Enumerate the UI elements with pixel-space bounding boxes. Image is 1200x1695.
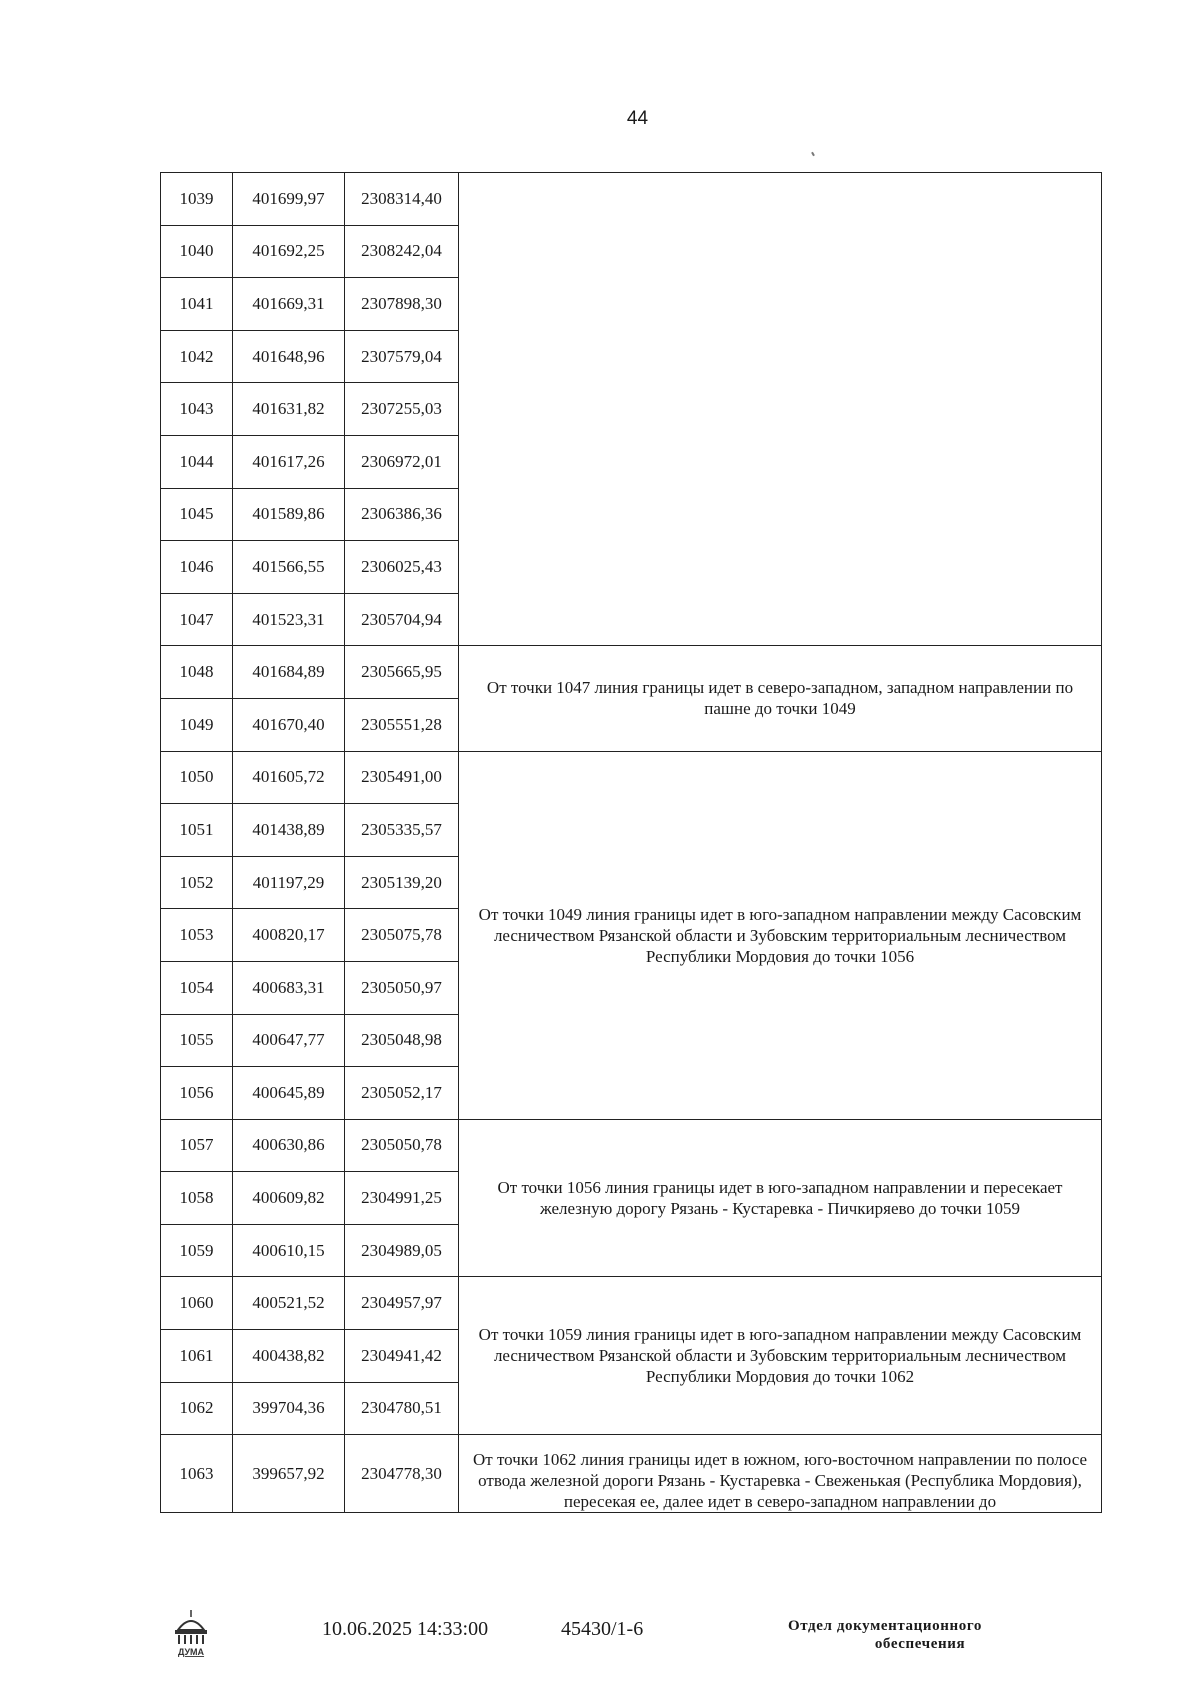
y-coordinate-cell: 2308242,04 bbox=[345, 225, 459, 278]
point-number-cell: 1050 bbox=[161, 751, 233, 804]
y-coordinate-cell: 2305704,94 bbox=[345, 593, 459, 646]
x-coordinate-cell: 400438,82 bbox=[233, 1330, 345, 1383]
x-coordinate-cell: 400521,52 bbox=[233, 1277, 345, 1330]
point-number-cell: 1054 bbox=[161, 961, 233, 1014]
y-coordinate-cell: 2304780,51 bbox=[345, 1382, 459, 1435]
point-number-cell: 1058 bbox=[161, 1172, 233, 1225]
y-coordinate-cell: 2305551,28 bbox=[345, 698, 459, 751]
x-coordinate-cell: 400820,17 bbox=[233, 909, 345, 962]
page-number: 44 bbox=[626, 108, 649, 129]
y-coordinate-cell: 2305665,95 bbox=[345, 646, 459, 699]
x-coordinate-cell: 401589,86 bbox=[233, 488, 345, 541]
point-number-cell: 1048 bbox=[161, 646, 233, 699]
point-number-cell: 1046 bbox=[161, 541, 233, 594]
x-coordinate-cell: 401684,89 bbox=[233, 646, 345, 699]
x-coordinate-cell: 400647,77 bbox=[233, 1014, 345, 1067]
x-coordinate-cell: 401648,96 bbox=[233, 330, 345, 383]
point-number-cell: 1062 bbox=[161, 1382, 233, 1435]
y-coordinate-cell: 2305139,20 bbox=[345, 856, 459, 909]
boundary-description-cell: От точки 1056 линия границы идет в юго-западном направлении и пересекает железную дорогу Рязань - Кустаревка - Пичкиряево до точки 1059 bbox=[459, 1119, 1102, 1277]
x-coordinate-cell: 401692,25 bbox=[233, 225, 345, 278]
x-coordinate-cell: 400610,15 bbox=[233, 1224, 345, 1277]
x-coordinate-cell: 399657,92 bbox=[233, 1435, 345, 1513]
y-coordinate-cell: 2307898,30 bbox=[345, 278, 459, 331]
x-coordinate-cell: 400630,86 bbox=[233, 1119, 345, 1172]
scan-mark bbox=[811, 152, 815, 156]
x-coordinate-cell: 400609,82 bbox=[233, 1172, 345, 1225]
point-number-cell: 1045 bbox=[161, 488, 233, 541]
y-coordinate-cell: 2306025,43 bbox=[345, 541, 459, 594]
footer-doc-number: 45430/1-6 bbox=[561, 1618, 644, 1640]
y-coordinate-cell: 2305048,98 bbox=[345, 1014, 459, 1067]
y-coordinate-cell: 2305335,57 bbox=[345, 804, 459, 857]
coordinates-table bbox=[160, 172, 1102, 1513]
point-number-cell: 1056 bbox=[161, 1067, 233, 1120]
point-number-cell: 1057 bbox=[161, 1119, 233, 1172]
footer-timestamp: 10.06.2025 14:33:00 bbox=[322, 1618, 489, 1640]
y-coordinate-cell: 2304778,30 bbox=[345, 1435, 459, 1513]
stamp-line-2: обеспечения bbox=[874, 1636, 966, 1652]
point-number-cell: 1040 bbox=[161, 225, 233, 278]
y-coordinate-cell: 2304989,05 bbox=[345, 1224, 459, 1277]
boundary-description-cell: От точки 1049 линия границы идет в юго-западном направлении между Сасовским лесничеством Рязанской области и Зубовским территориальным лесничеством Республики Мордовия до точки 1056 bbox=[459, 751, 1102, 1119]
y-coordinate-cell: 2304957,97 bbox=[345, 1277, 459, 1330]
x-coordinate-cell: 401670,40 bbox=[233, 698, 345, 751]
x-coordinate-cell: 401438,89 bbox=[233, 804, 345, 857]
point-number-cell: 1060 bbox=[161, 1277, 233, 1330]
table-row bbox=[161, 646, 1102, 699]
stamp-line-1: Отдел документационного bbox=[788, 1618, 982, 1634]
y-coordinate-cell: 2305491,00 bbox=[345, 751, 459, 804]
point-number-cell: 1052 bbox=[161, 856, 233, 909]
point-number-cell: 1044 bbox=[161, 435, 233, 488]
point-number-cell: 1059 bbox=[161, 1224, 233, 1277]
boundary-description-cell: От точки 1062 линия границы идет в южном, юго-восточном направлении по полосе отвода железной дороги Рязань - Кустаревка - Свеженькая (Республика Мордовия), пересекая ее, далее идет в северо-западном направлении до bbox=[459, 1435, 1102, 1513]
y-coordinate-cell: 2308314,40 bbox=[345, 173, 459, 226]
y-coordinate-cell: 2304941,42 bbox=[345, 1330, 459, 1383]
x-coordinate-cell: 401699,97 bbox=[233, 173, 345, 226]
point-number-cell: 1042 bbox=[161, 330, 233, 383]
boundary-description-cell bbox=[459, 173, 1102, 646]
point-number-cell: 1063 bbox=[161, 1435, 233, 1513]
department-stamp bbox=[740, 1617, 1030, 1653]
x-coordinate-cell: 401631,82 bbox=[233, 383, 345, 436]
y-coordinate-cell: 2305050,97 bbox=[345, 961, 459, 1014]
boundary-description-cell: От точки 1047 линия границы идет в северо-западном, западном направлении по пашне до точки 1049 bbox=[459, 646, 1102, 751]
x-coordinate-cell: 401197,29 bbox=[233, 856, 345, 909]
point-number-cell: 1049 bbox=[161, 698, 233, 751]
x-coordinate-cell: 400683,31 bbox=[233, 961, 345, 1014]
table-row bbox=[161, 173, 1102, 226]
point-number-cell: 1041 bbox=[161, 278, 233, 331]
y-coordinate-cell: 2305052,17 bbox=[345, 1067, 459, 1120]
point-number-cell: 1055 bbox=[161, 1014, 233, 1067]
x-coordinate-cell: 399704,36 bbox=[233, 1382, 345, 1435]
boundary-description-cell: От точки 1059 линия границы идет в юго-западном направлении между Сасовским лесничеством Рязанской области и Зубовским территориальным лесничеством Республики Мордовия до точки 1062 bbox=[459, 1277, 1102, 1435]
y-coordinate-cell: 2307579,04 bbox=[345, 330, 459, 383]
table-row bbox=[161, 751, 1102, 804]
y-coordinate-cell: 2307255,03 bbox=[345, 383, 459, 436]
duma-logo-text: ДУМА bbox=[177, 1647, 205, 1657]
duma-logo-icon bbox=[166, 1608, 216, 1658]
point-number-cell: 1047 bbox=[161, 593, 233, 646]
y-coordinate-cell: 2305075,78 bbox=[345, 909, 459, 962]
point-number-cell: 1053 bbox=[161, 909, 233, 962]
table-row bbox=[161, 1435, 1102, 1513]
x-coordinate-cell: 400645,89 bbox=[233, 1067, 345, 1120]
y-coordinate-cell: 2306972,01 bbox=[345, 435, 459, 488]
x-coordinate-cell: 401566,55 bbox=[233, 541, 345, 594]
point-number-cell: 1043 bbox=[161, 383, 233, 436]
x-coordinate-cell: 401605,72 bbox=[233, 751, 345, 804]
y-coordinate-cell: 2304991,25 bbox=[345, 1172, 459, 1225]
y-coordinate-cell: 2305050,78 bbox=[345, 1119, 459, 1172]
x-coordinate-cell: 401669,31 bbox=[233, 278, 345, 331]
point-number-cell: 1039 bbox=[161, 173, 233, 226]
point-number-cell: 1051 bbox=[161, 804, 233, 857]
table-row bbox=[161, 1119, 1102, 1172]
x-coordinate-cell: 401617,26 bbox=[233, 435, 345, 488]
y-coordinate-cell: 2306386,36 bbox=[345, 488, 459, 541]
x-coordinate-cell: 401523,31 bbox=[233, 593, 345, 646]
point-number-cell: 1061 bbox=[161, 1330, 233, 1383]
table-row bbox=[161, 1277, 1102, 1330]
